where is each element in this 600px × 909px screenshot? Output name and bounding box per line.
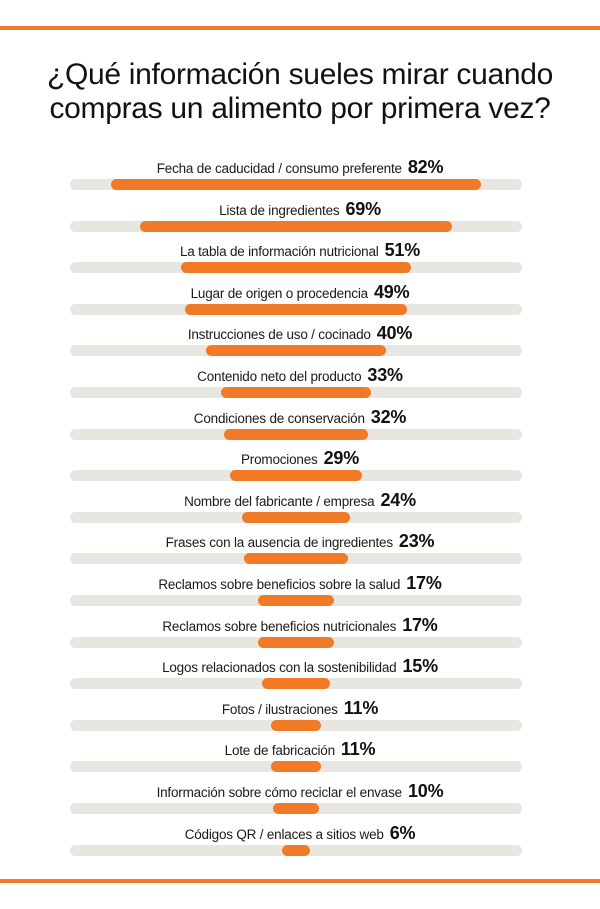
chart-row: [0, 150, 600, 192]
chart-row: [0, 275, 600, 317]
value-label: 23%: [398, 531, 435, 552]
chart-row: [0, 691, 600, 733]
value-label: 11%: [340, 739, 376, 760]
row-label: [0, 572, 600, 596]
row-label: [0, 530, 600, 554]
bar: [181, 262, 412, 273]
row-label: [0, 281, 600, 305]
chart-row: [0, 192, 600, 234]
value-label: 49%: [373, 281, 410, 302]
value-label: 69%: [345, 198, 381, 219]
row-label: [0, 447, 600, 471]
category-label: Condiciones de conservación: [193, 410, 365, 426]
chart-row: [0, 233, 600, 275]
value-label: 29%: [323, 448, 360, 469]
chart-row: [0, 774, 600, 816]
category-label: Contenido neto del producto: [197, 369, 362, 384]
bar: [111, 179, 482, 190]
row-label: [0, 406, 600, 430]
bar: [273, 803, 318, 814]
category-label: Promociones: [240, 452, 318, 468]
value-label: 6%: [389, 822, 416, 843]
chart-row: [0, 608, 600, 650]
bar: [230, 470, 361, 481]
bar: [258, 595, 335, 606]
category-label: Lista de ingredientes: [219, 202, 340, 218]
bar: [244, 553, 348, 564]
bar: [221, 387, 370, 398]
bar: [282, 845, 309, 856]
row-label: [0, 156, 600, 180]
category-label: Logos relacionados con la sostenibilidad: [162, 660, 397, 676]
category-label: Nombre del fabricante / empresa: [184, 493, 375, 509]
category-label: Lote de fabricación: [224, 743, 335, 759]
bar: [224, 429, 369, 440]
row-label: [0, 239, 600, 263]
row-label: [0, 364, 600, 388]
category-label: Frases con la ausencia de ingredientes: [165, 535, 393, 551]
category-label: Códigos QR / enlaces a sitios web: [184, 826, 384, 842]
category-label: Reclamos sobre beneficios nutricionales: [162, 618, 397, 634]
bar-chart: [0, 150, 600, 870]
category-label: Lugar de origen o procedencia: [190, 285, 368, 301]
chart-row: [0, 732, 600, 774]
value-label: 10%: [407, 781, 444, 801]
row-label: [0, 322, 600, 346]
row-label: [0, 489, 600, 513]
value-label: 17%: [402, 614, 438, 635]
top-accent-rule: [0, 26, 600, 30]
bar: [185, 304, 406, 315]
chart-row: [0, 524, 600, 566]
bar: [206, 345, 387, 356]
row-label: [0, 822, 600, 846]
bar: [140, 221, 452, 232]
bar: [242, 512, 350, 523]
bar: [271, 761, 321, 772]
bar: [271, 720, 321, 731]
value-label: 15%: [402, 656, 438, 677]
row-label: [0, 655, 600, 679]
category-label: Información sobre cómo reciclar el envase: [156, 785, 402, 800]
chart-row: [0, 816, 600, 858]
chart-row: [0, 441, 600, 483]
value-label: 11%: [343, 697, 379, 718]
value-label: 82%: [407, 157, 444, 177]
row-label: [0, 738, 600, 762]
category-label: Fecha de caducidad / consumo preferente: [156, 161, 402, 176]
row-label: [0, 614, 600, 638]
row-label: [0, 198, 600, 222]
value-label: 51%: [384, 240, 421, 261]
chart-title: [0, 58, 600, 126]
category-label: La tabla de información nutricional: [179, 244, 379, 260]
row-label: [0, 780, 600, 804]
chart-row: [0, 358, 600, 400]
value-label: 17%: [406, 573, 442, 593]
category-label: Instrucciones de uso / cocinado: [187, 327, 371, 343]
value-label: 40%: [376, 323, 413, 344]
chart-row: [0, 483, 600, 525]
chart-row: [0, 566, 600, 608]
chart-row: [0, 316, 600, 358]
value-label: 32%: [370, 406, 407, 427]
category-label: Fotos / ilustraciones: [221, 701, 338, 717]
bar: [258, 637, 335, 648]
chart-title-line-2: compras un alimento por primera vez?: [49, 92, 551, 125]
chart-row: [0, 400, 600, 442]
value-label: 24%: [380, 489, 416, 510]
chart-title-line-1: ¿Qué información sueles mirar cuando: [46, 58, 554, 91]
row-label: [0, 697, 600, 721]
bottom-accent-rule: [0, 879, 600, 883]
category-label: Reclamos sobre beneficios sobre la salud: [158, 577, 401, 592]
bar: [262, 678, 330, 689]
chart-row: [0, 649, 600, 691]
value-label: 33%: [367, 365, 403, 385]
